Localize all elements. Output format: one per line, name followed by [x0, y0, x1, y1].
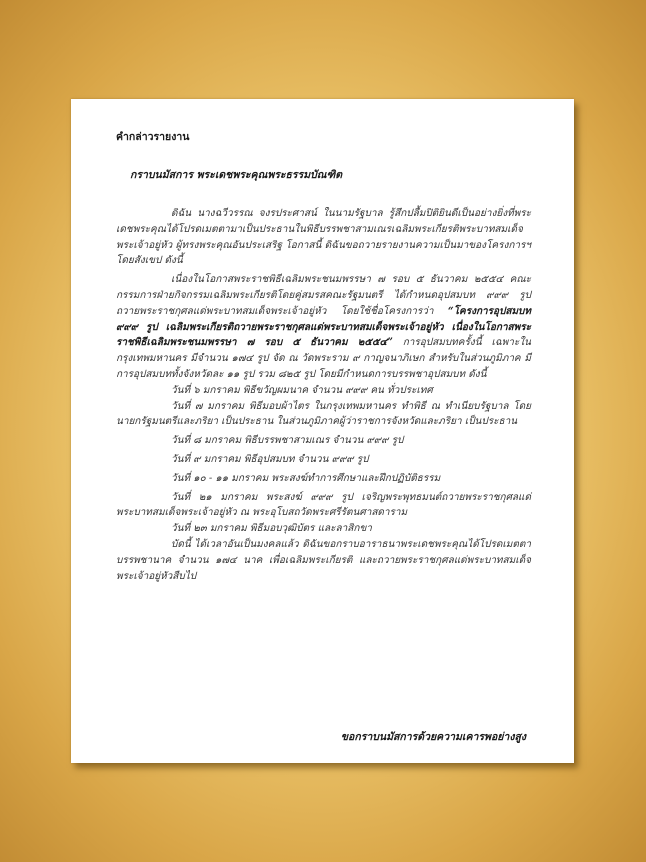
closing-line: ขอกราบนมัสการด้วยความเคารพอย่างสูง: [340, 731, 526, 743]
paragraph-introduction: ดิฉัน นางฉวีวรรณ จงรประศาสน์ ในนามรัฐบาล รู้สึกปลื้มปิติยินดีเป็นอย่างยิ่งที่พระเดชพระคุณได้โปรดเมตตามาเป็นประธานในพิธีบรรพชาสามเณรเฉลิมพระเกียรติพระบาทสมเด็จพระเจ้าอยู่หัว ผู้ทรงพระคุณอันประเสริฐ โอกาสนี้ ดิฉันขอถวายรายงานความเป็นมาของโครงการฯ โดยสังเขป ดังนี้: [116, 208, 531, 267]
schedule-item-jan-7: วันที่ ๗ มกราคม พิธีมอบผ้าไตร ในกรุงเทพมหานคร ทำพิธี ณ ทำเนียบรัฐบาล โดยนายกรัฐมนตรีและภริยา เป็นประธาน ในส่วนภูมิภาคผู้ว่าราชการจังหวัดและภริยา เป็นประธาน: [116, 400, 531, 428]
document-page: [71, 99, 574, 763]
schedule-item-jan-10-11: วันที่ ๑๐ - ๑๑ มกราคม พระสงฆ์ทำการศึกษาและฝึกปฏิบัติธรรม: [171, 472, 441, 484]
project-background-text-start: เนื่องในโอกาสพระราชพิธีเฉลิมพระชนมพรรษา ๗ รอบ ๕ ธันวาคม ๒๕๕๔ คณะกรรมการฝ่ายกิจกรรมเฉลิมพระเกียรติโดยคู่สมรสคณะรัฐมนตรี ได้กำหนดอุปสมบท ๙๙๙ รูป ถวายพระราชกุศลแด่พระบาทสมเด็จพระเจ้าอยู่หัว โดยใช้ชื่อโครงการว่า: [116, 274, 531, 317]
paragraph-invitation: บัดนี้ ได้เวลาอันเป็นมงคลแล้ว ดิฉันขอกราบอาราธนาพระเดชพระคุณได้โปรดเมตตาบรรพชานาค จำนวน ๑๗๔ นาค เพื่อเฉลิมพระเกียรติ และถวายพระราชกุศลแด่พระบาทสมเด็จพระเจ้าอยู่หัวสืบไป: [116, 538, 531, 582]
schedule-item-jan-9: วันที่ ๙ มกราคม พิธีอุปสมบท จำนวน ๙๙๙ รูป: [171, 453, 369, 465]
salutation-line: กราบนมัสการ พระเดชพระคุณพระธรรมบัณฑิต: [130, 169, 343, 181]
schedule-item-jan-6: วันที่ ๖ มกราคม พิธีขวัญผมนาค จำนวน ๙๙๙ คน ทั่วประเทศ: [171, 384, 433, 396]
schedule-item-jan-23: วันที่ ๒๓ มกราคม พิธีมอบวุฒิบัตร และลาสิกขา: [171, 523, 372, 535]
schedule-item-jan-8: วันที่ ๘ มกราคม พิธีบรรพชาสามเณร จำนวน ๙๙๙ รูป: [171, 435, 404, 447]
document-heading: คำกล่าวรายงาน: [116, 131, 190, 143]
document-body: [116, 206, 531, 584]
paragraph-project-background: [116, 272, 531, 383]
project-name-bold: “โครงการอุปสมบท ๙๙๙ รูป เฉลิมพระเกียรติถวายพระราชกุศลแด่พระบาทสมเด็จพระเจ้าอยู่หัว เนื่องในโอกาสพระราชพิธีเฉลิมพระชนมพรรษา ๗ รอบ ๕ ธันวาคม ๒๕๕๔”: [116, 305, 531, 349]
project-background-text-end: การอุปสมบทครั้งนี้ เฉพาะในกรุงเทพมหานคร มีจำนวน ๑๗๔ รูป จัด ณ วัดพระราม ๙ กาญจนาภิเษก สำหรับในส่วนภูมิภาค มีการอุปสมบททั้งจังหวัดละ ๑๑ รูป รวม ๘๒๕ รูป โดยมีกำหนดการบรรพชาอุปสมบท ดังนี้: [116, 337, 531, 380]
schedule-item-jan-21: วันที่ ๒๑ มกราคม พระสงฆ์ ๙๙๙ รูป เจริญพระพุทธมนต์ถวายพระราชกุศลแด่พระบาทสมเด็จพระเจ้าอยู่หัว ณ พระอุโบสถวัดพระศรีรัตนศาสดาราม: [116, 491, 531, 519]
